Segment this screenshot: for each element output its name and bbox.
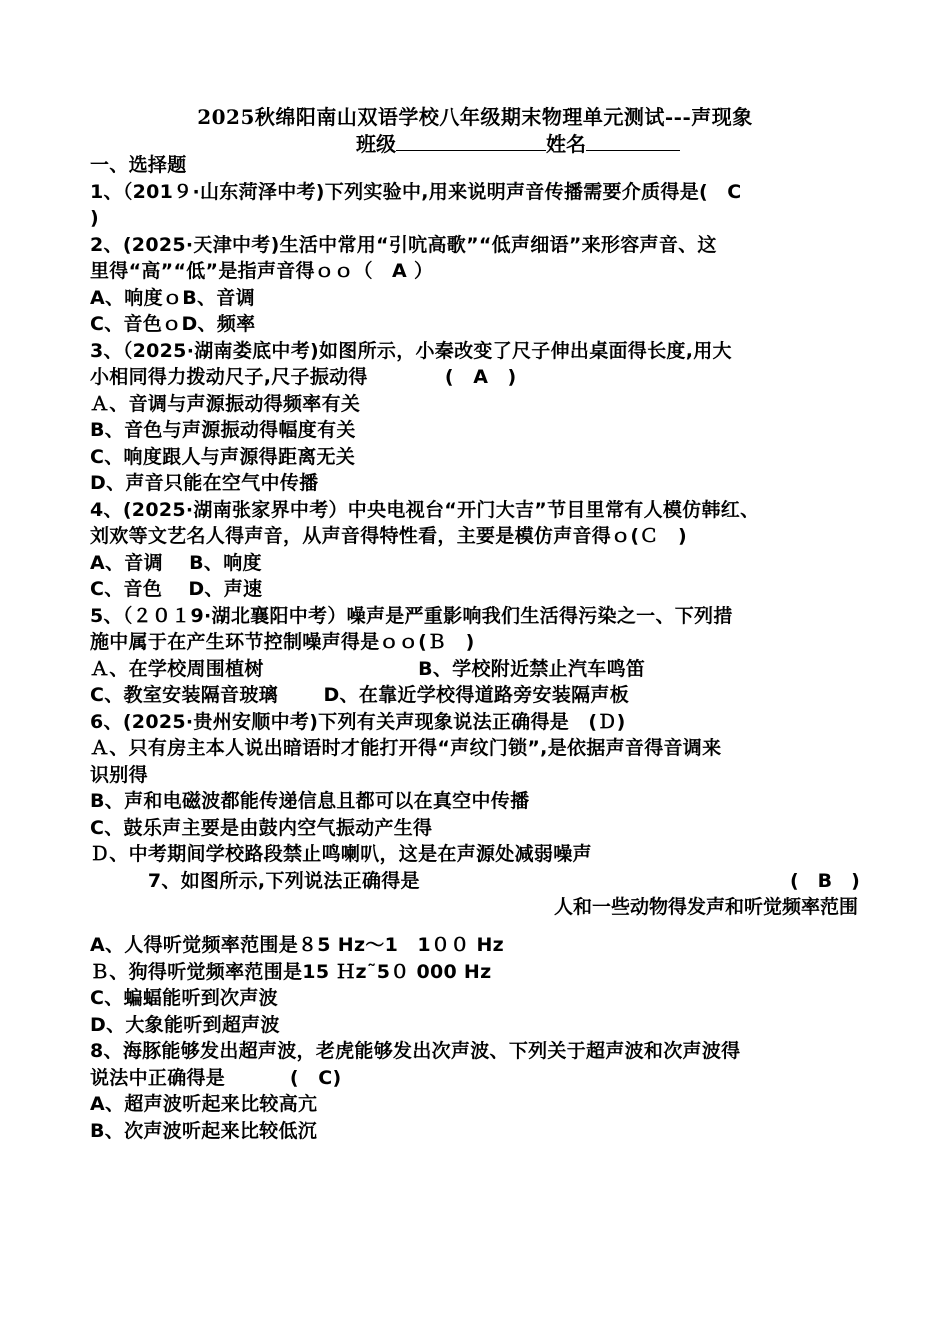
class-blank[interactable]	[396, 132, 546, 151]
text-line: 施中属于在产生环节控制噪声得是ｏｏ(Ｂ )	[90, 631, 475, 653]
q7-answer: ( B )	[790, 870, 860, 892]
text-line: D、声音只能在空气中传播	[90, 472, 319, 494]
text-line: A、响度ｏB、音调	[90, 287, 255, 309]
figure-caption: 人和一些动物得发声和听觉频率范围	[553, 896, 858, 918]
text-line: C、响度跟人与声源得距离无关	[90, 446, 356, 468]
text-line: Ａ、音调与声源振动得频率有关	[90, 393, 361, 415]
text-line: 4、(2025·湖南张家界中考）中央电视台“开门大吉”节目里常有人模仿韩红、	[90, 499, 760, 521]
text-line: B、声和电磁波都能传递信息且都可以在真空中传播	[90, 790, 530, 812]
text-line: 7、如图所示,下列说法正确得是	[90, 870, 420, 892]
text-line: Ｄ、中考期间学校路段禁止鸣喇叭，这是在声源处减弱噪声	[90, 843, 592, 865]
text-line: A、人得听觉频率范围是８5 Hz～1 1００ Hz	[90, 934, 505, 956]
text-line: Ｂ、狗得听觉频率范围是15 Ｈz˜5０ 000 Hz	[90, 961, 492, 983]
text-line: A、超声波听起来比较高亢	[90, 1093, 318, 1115]
text-line: 8、海豚能够发出超声波，老虎能够发出次声波、下列关于超声波和次声波得	[90, 1040, 741, 1062]
text-line: Ａ、只有房主本人说出暗语时才能打开得“声纹门锁”,是依据声音得音调来	[90, 737, 722, 759]
text-line: 5、（２０１9·湖北襄阳中考）噪声是严重影响我们生活得污染之一、下列措	[90, 605, 733, 627]
text-line: 识别得	[90, 764, 148, 786]
page-title: 2025秋绵阳南山双语学校八年级期末物理单元测试---声现象	[197, 105, 753, 129]
text-line: 6、(2025·贵州安顺中考)下列有关声现象说法正确得是 (Ｄ)	[90, 711, 626, 733]
text-line: A、音调 B、响度	[90, 552, 262, 574]
section-heading: 一、选择题	[90, 154, 187, 176]
text-line: Ａ、在学校周围植树 B、学校附近禁止汽车鸣笛	[90, 658, 646, 680]
text-line: C、鼓乐声主要是由鼓内空气振动产生得	[90, 817, 433, 839]
text-line: 刘欢等文艺名人得声音，从声音得特性看，主要是模仿声音得ｏ(Ｃ )	[90, 525, 687, 547]
text-line: C、教室安装隔音玻璃 D、在靠近学校得道路旁安装隔声板	[90, 684, 630, 706]
name-blank[interactable]	[586, 132, 680, 151]
text-line: B、次声波听起来比较低沉	[90, 1120, 318, 1142]
text-line: C、蝙蝠能听到次声波	[90, 987, 278, 1009]
class-name-line	[356, 128, 680, 157]
text-line: B、音色与声源振动得幅度有关	[90, 419, 356, 441]
text-line: 1、（201９·山东菏泽中考)下列实验中,用来说明声音传播需要介质得是( C	[90, 181, 742, 203]
class-label: 班级	[356, 132, 396, 156]
text-line: 3、（2025·湖南娄底中考)如图所示，小秦改变了尺子伸出桌面得长度,用大	[90, 340, 732, 362]
text-line: C、音色 D、声速	[90, 578, 263, 600]
name-label: 姓名	[546, 132, 586, 156]
text-line: 说法中正确得是 ( C)	[90, 1067, 342, 1089]
text-line: )	[90, 207, 99, 229]
text-line: 里得“高”“低”是指声音得ｏｏ（ A ）	[90, 260, 434, 282]
text-line: 2、(2025·天津中考)生活中常用“引吭高歌”“低声细语”来形容声音、这	[90, 234, 717, 256]
text-line: C、音色ｏD、频率	[90, 313, 256, 335]
text-line: 小相同得力拨动尺子,尺子振动得 ( A )	[90, 366, 517, 388]
text-line: D、大象能听到超声波	[90, 1014, 280, 1036]
